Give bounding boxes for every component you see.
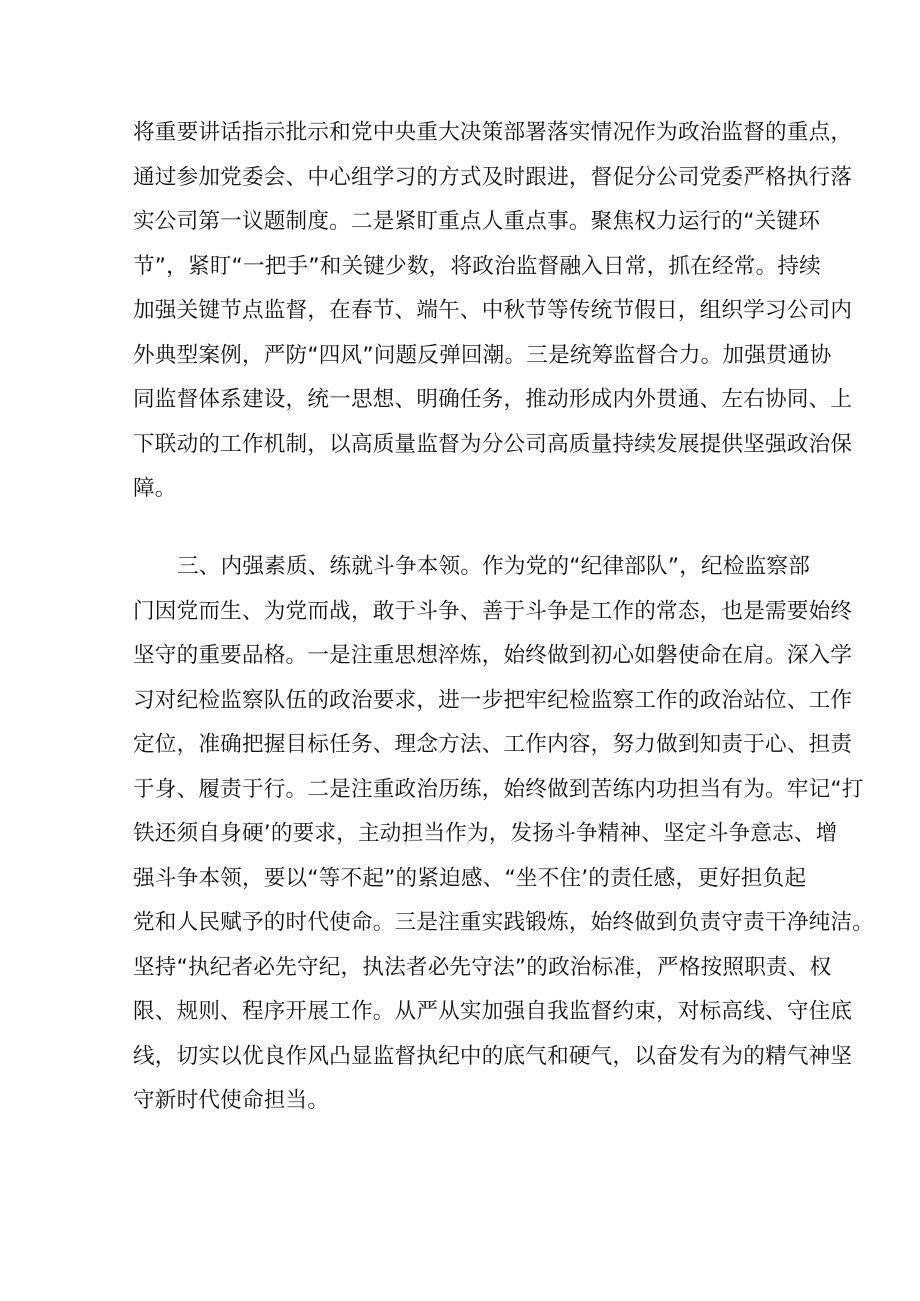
section-heading-line: 三、内强素质、练就斗争本领。作为党的“纪律部队”，纪检监察部 (177, 554, 811, 579)
text-line: 通过参加党委会、中心组学习的方式及时跟进，督促分公司党委严格执行落 (133, 164, 853, 190)
text-line: 线，切实以优良作风凸显监督执纪中的底气和硬气，以奋发有为的精气神坚 (133, 1043, 853, 1069)
text-line: 将重要讲话指示批示和党中央重大决策部署落实情况作为政治监督的重点， (133, 120, 853, 145)
text-line: 实公司第一议题制度。二是紧盯重点人重点事。聚焦权力运行的“关键环 (133, 209, 820, 234)
text-line: 习对纪检监察队伍的政治要求，进一步把牢纪检监察工作的政治站位、工作 (133, 687, 853, 713)
text-line: 坚守的重要品格。一是注重思想淬炼，始终做到初心如磐使命在肩。深入学 (133, 643, 853, 668)
text-line: 门因党而生、为党而战，敢于斗争、善于斗争是工作的常态，也是需要始终 (133, 598, 853, 624)
text-line: 坚持“执纪者必先守纪，执法者必先守法”的政治标准，严格按照职责、权 (133, 954, 832, 980)
text-line: 强斗争本领，要以“等不起”的紧迫感、“坐不住’的责任感，更好担负起 (133, 865, 807, 891)
text-line: 节”，紧盯“一把手”和关键少数，将政治监督融入日常，抓在经常。持续 (133, 253, 821, 279)
text-line: 加强关键节点监督，在春节、端午、中秋节等传统节假日，组织学习公司内 (133, 298, 853, 323)
text-line: 守新时代使命担当。 (133, 1088, 330, 1113)
text-line: 铁还须自身硬’的要求，主动担当作为，发扬斗争精神、坚定斗争意志、增 (133, 821, 838, 846)
paragraph-section-three (133, 545, 874, 1124)
text-line: 下联动的工作机制，以高质量监督为分公司高质量持续发展提供坚强政治保 (133, 431, 853, 457)
text-line: 同监督体系建设，统一思想、明确任务，推动形成内外贯通、左右协同、上 (133, 387, 853, 412)
text-line: 于身、履责于行。二是注重政治历练，始终做到苦练内功担当有为。牢记“打 (133, 776, 864, 802)
paragraph-political-supervision (133, 111, 853, 512)
text-line: 定位，准确把握目标任务、理念方法、工作内容，努力做到知责于心、担责 (133, 732, 853, 757)
text-line: 党和人民赋予的时代使命。三是注重实践锻炼，始终做到负责守责干净纯洁。 (133, 910, 874, 935)
text-line: 限、规则、程序开展工作。从严从实加强自我监督约束，对标高线、守住底 (133, 999, 853, 1024)
text-line: 外典型案例，严防“四风”问题反弹回潮。三是统筹监督合力。加强贯通协 (133, 342, 832, 368)
text-line: 障。 (133, 476, 177, 501)
